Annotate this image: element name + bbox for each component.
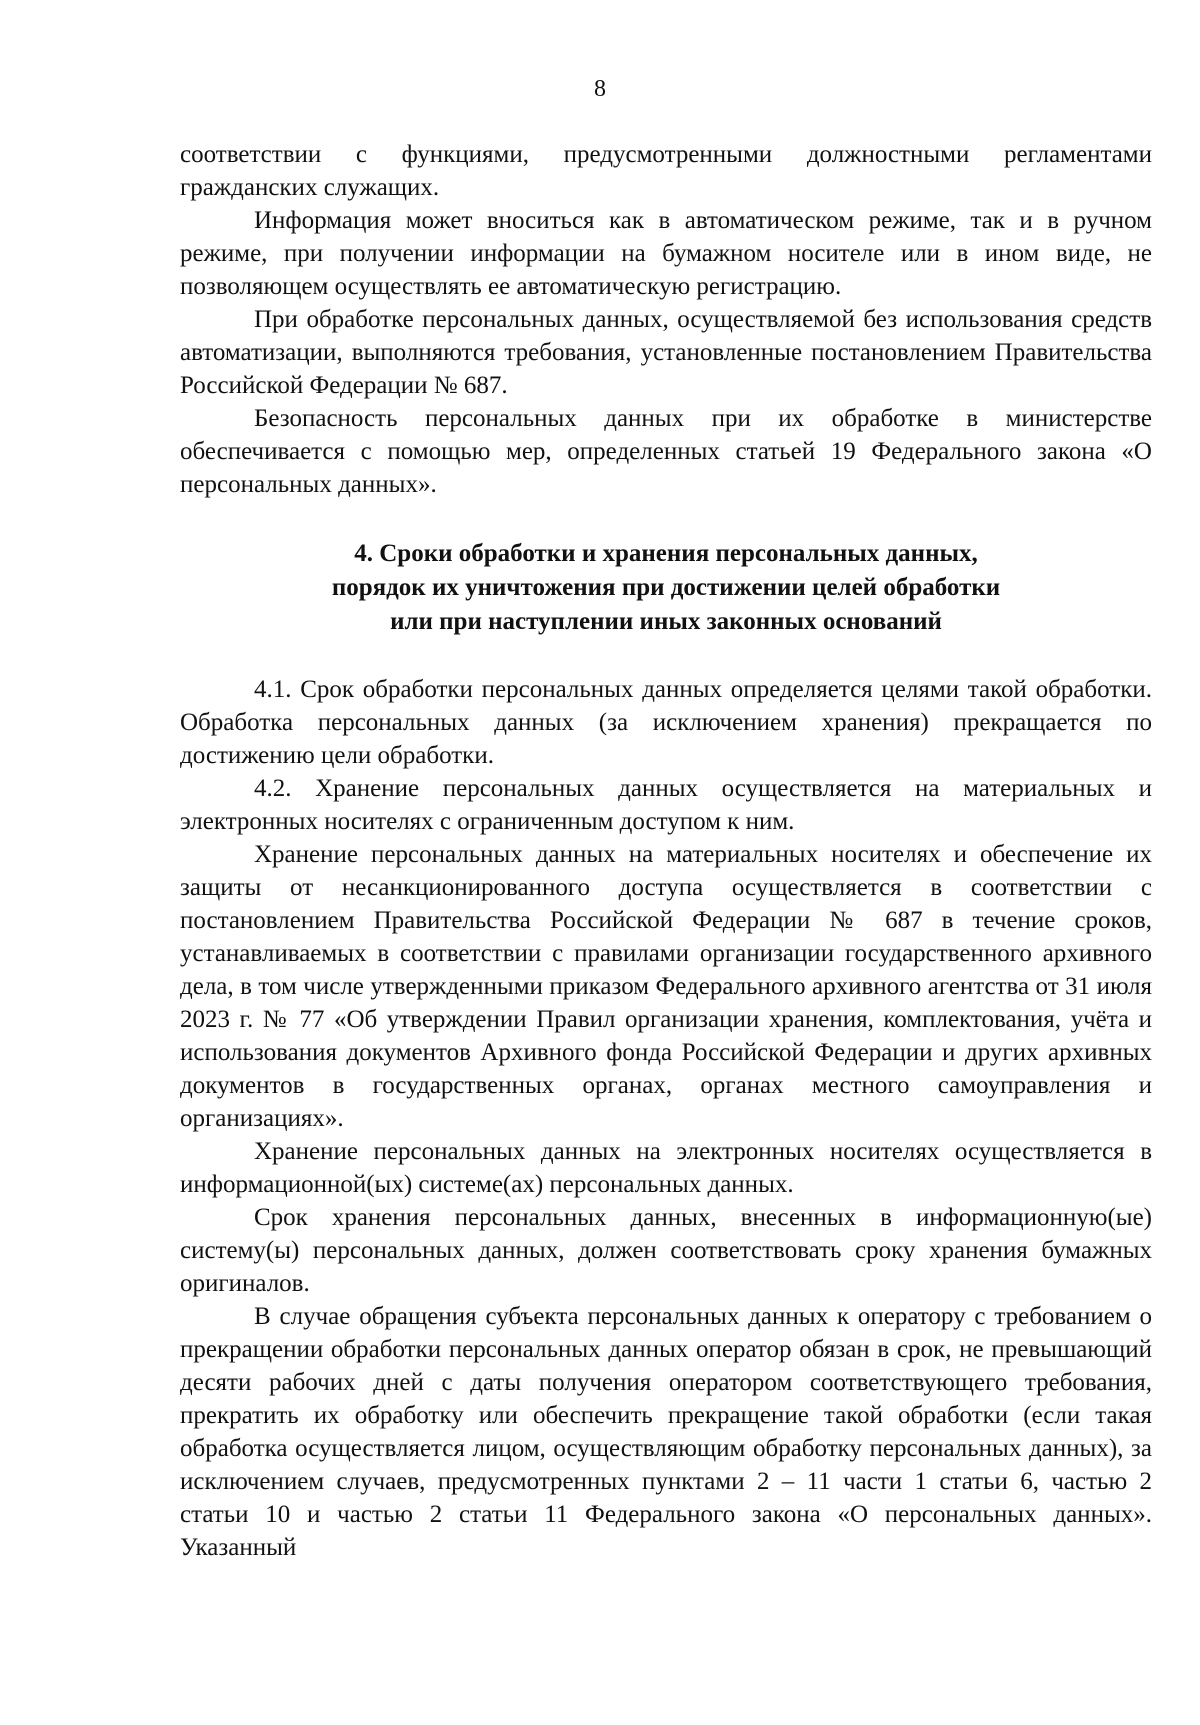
section-heading bbox=[180, 537, 1152, 639]
section-heading-line-2: порядок их уничтожения при достижении целей обработки bbox=[331, 574, 1001, 601]
paragraph-non-automated-processing: При обработке персональных данных, осуществляемой без использования средств автоматизации, выполняются требования, установленные постановлением Правительства Российской Федерации № 687. bbox=[180, 306, 1152, 399]
section-heading-line-1: 4. Сроки обработки и хранения персональных данных, bbox=[354, 540, 978, 567]
paragraph-electronic-storage: Хранение персональных данных на электронных носителях осуществляется в информационной(ых) системе(ах) персональных данных. bbox=[180, 1138, 1152, 1198]
page-number: 8 bbox=[594, 76, 606, 102]
paragraph-continuation: соответствии с функциями, предусмотренными должностными регламентами гражданских служащих. bbox=[180, 141, 1152, 201]
paragraph-material-storage: Хранение персональных данных на материальных носителях и обеспечение их защиты от несанкционированного доступа осуществляется в соответствии с постановлением Правительства Российской Федерации № 687 в течение сроков, устанавливаемых в соответствии с правилами организации государственного архивного дела, в том числе утвержденными приказом Федерального архивного агентства от 31 июля 2023 г. № 77 «Об утверждении Правил организации хранения, комплектования, учёта и использования документов Архивного фонда Российской Федерации и других архивных документов в государственных органах, органах местного самоуправления и организациях». bbox=[180, 841, 1152, 1132]
paragraph-4-1: 4.1. Срок обработки персональных данных определяется целями такой обработки. Обработка персональных данных (за исключением хранения) прекращается по достижению цели обработки. bbox=[180, 676, 1152, 769]
paragraph-information-entry: Информация может вноситься как в автоматическом режиме, так и в ручном режиме, при получении информации на бумажном носителе или в ином виде, не позволяющем осуществлять ее автоматическую регистрацию. bbox=[180, 207, 1152, 300]
paragraph-subject-request: В случае обращения субъекта персональных данных к оператору с требованием о прекращении обработки персональных данных оператор обязан в срок, не превышающий десяти рабочих дней с даты получения оператором соответствующего требования, прекратить их обработку или обеспечить прекращение такой обработки (если такая обработка осуществляется лицом, осуществляющим обработку персональных данных), за исключением случаев, предусмотренных пунктами 2 – 11 части 1 статьи 6, частью 2 статьи 10 и частью 2 статьи 11 Федерального закона «О персональных данных». Указанный bbox=[180, 1303, 1152, 1561]
document-body bbox=[180, 138, 1152, 1564]
section-heading-line-3: или при наступлении иных законных оснований bbox=[390, 608, 942, 635]
paragraph-data-security: Безопасность персональных данных при их обработке в министерстве обеспечивается с помощью мер, определенных статьей 19 Федерального закона «О персональных данных». bbox=[180, 405, 1152, 498]
paragraph-storage-period: Срок хранения персональных данных, внесенных в информационную(ые) систему(ы) персональных данных, должен соответствовать сроку хранения бумажных оригиналов. bbox=[180, 1204, 1152, 1297]
paragraph-4-2: 4.2. Хранение персональных данных осуществляется на материальных и электронных носителях с ограниченным доступом к ним. bbox=[180, 775, 1152, 835]
